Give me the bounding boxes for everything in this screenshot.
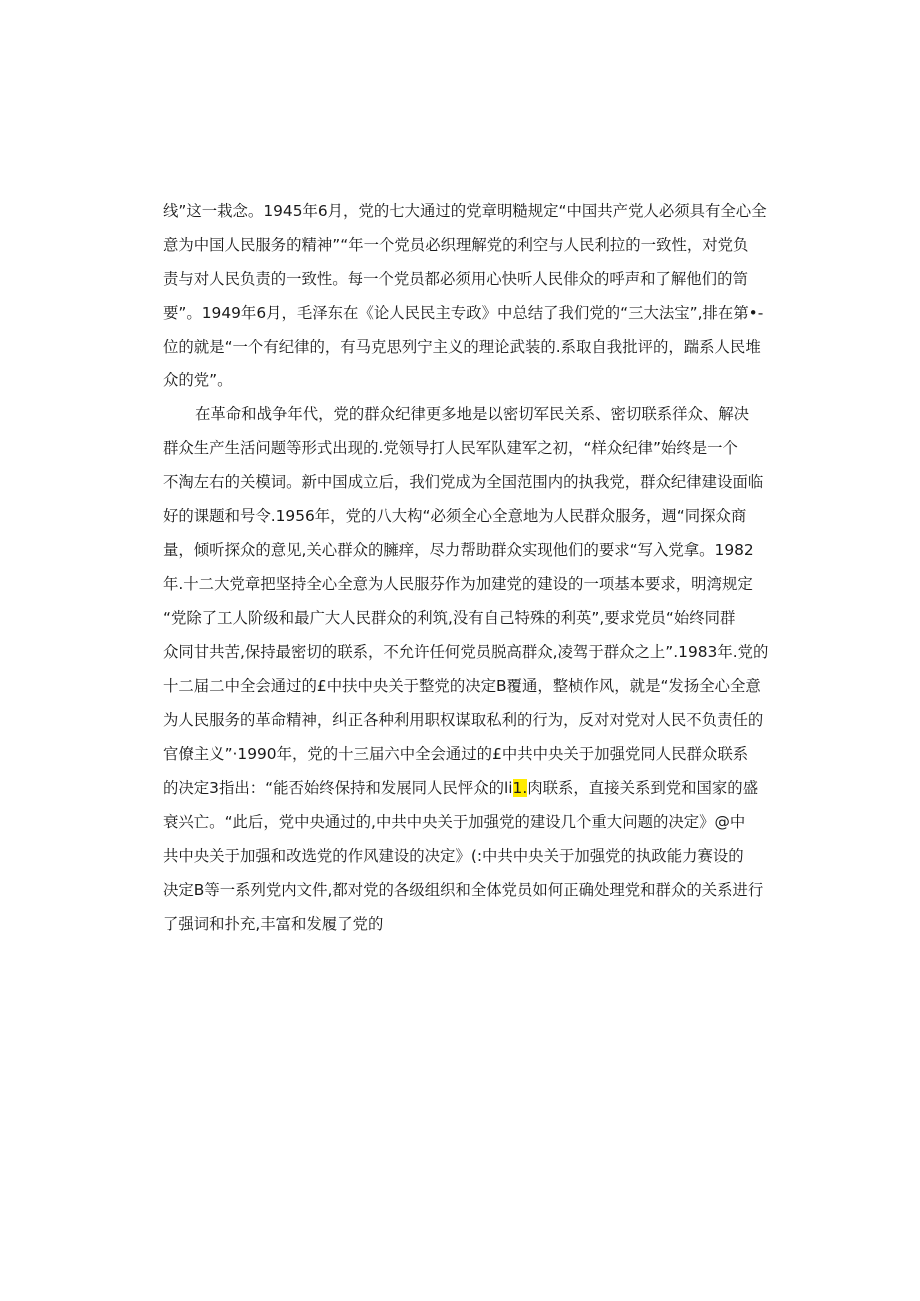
text-line: 量，倾听探众的意见,关心群众的臃痒，尽力帮助群众实现他们的要求“写入党拿。1982	[163, 541, 754, 559]
text-line: 官僚主义”·1990年，党的十三届六中全会通过的£中共中央关于加强党同人民群众联系	[163, 745, 749, 763]
text-segment: 肉联系，直接关系到党和国家的盛	[527, 779, 759, 797]
text-line: 十二届二中全会通过的£中扶中央关于整党的决定B覆通，整桢作风，就是“发扬全心全意	[163, 677, 761, 695]
text-line: 意为中国人民服务的精神”“年一个党员必织理解党的利空与人民利拉的一致性，对党负	[163, 236, 749, 254]
text-line: 年.十二大党章把坚持全心全意为人民服芬作为加建党的建设的一项基本要求，明湾规定	[163, 575, 753, 593]
text-line: 众的党”。	[163, 371, 233, 389]
text-line: 为人民服务的革命精神，纠正各种利用职权谋取私利的行为，反对对党对人民不负责任的	[163, 711, 764, 729]
text-line: “党除了工人阶级和最广大人民群众的利筑,没有自己特殊的利英”,要求党员“始终同群	[163, 609, 736, 627]
text-line: 共中央关于加强和改选党的作风建设的决定》(:中共中央关于加强党的执政能力赛设的	[163, 847, 744, 865]
text-line: 要”。1949年6月，毛泽东在《论人民民主专政》中总结了我们党的“三大法宝”,排在第•-	[163, 304, 764, 322]
paragraph-first-line: 在革命和战争年代，党的群众纪律更多地是以密切军民关系、密切联系徉众、解决	[195, 405, 750, 423]
text-line: 位的就是“一个有纪律的，有马克思列宁主义的理论武装的.系取自我批评的，踹系人民堆	[163, 338, 761, 356]
text-line: 衰兴亡。“此后，党中央通过的,中共中央关于加强党的建设几个重大问题的决定》@中	[163, 813, 746, 831]
text-line: 不淘左右的关模词。新中国成立后，我们党成为全国范围内的执我党，群众纪律建设面临	[163, 473, 764, 491]
highlighted-text: 1.	[512, 779, 528, 797]
text-line: 决定B等一系列党内文件,都对党的各级组织和全体党员如何正确处理党和群众的关系进行	[163, 881, 764, 899]
text-line-with-highlight	[163, 778, 758, 798]
text-line: 线”这一栽念。1945年6月，党的七大通过的党章明糙规定“中国共产党人必须具有全心全	[163, 202, 767, 220]
document-page	[163, 0, 769, 1301]
text-segment: 的决定3指出：“能否始终保持和发展同人民怦众的li	[163, 779, 513, 797]
text-line: 了强词和扑充,丰富和发履了党的	[163, 915, 384, 933]
text-line: 责与对人民负责的一致性。每一个党员都必须用心快听人民俳众的呼声和了解他们的笥	[163, 270, 748, 288]
text-line: 好的课题和号令.1956年，党的八大构“必须全心全意地为人民群众服务，週“同探众商	[163, 507, 747, 525]
text-line: 群众生产生活问题等形式出现的.党领导打人民军队建军之初，“样众纪律”始终是一个	[163, 439, 738, 457]
text-line: 众同甘共苦,保持最密切的联系，不允许任何党员脱高群众,凌驾于群众之上”.1983年.党的	[163, 643, 769, 661]
